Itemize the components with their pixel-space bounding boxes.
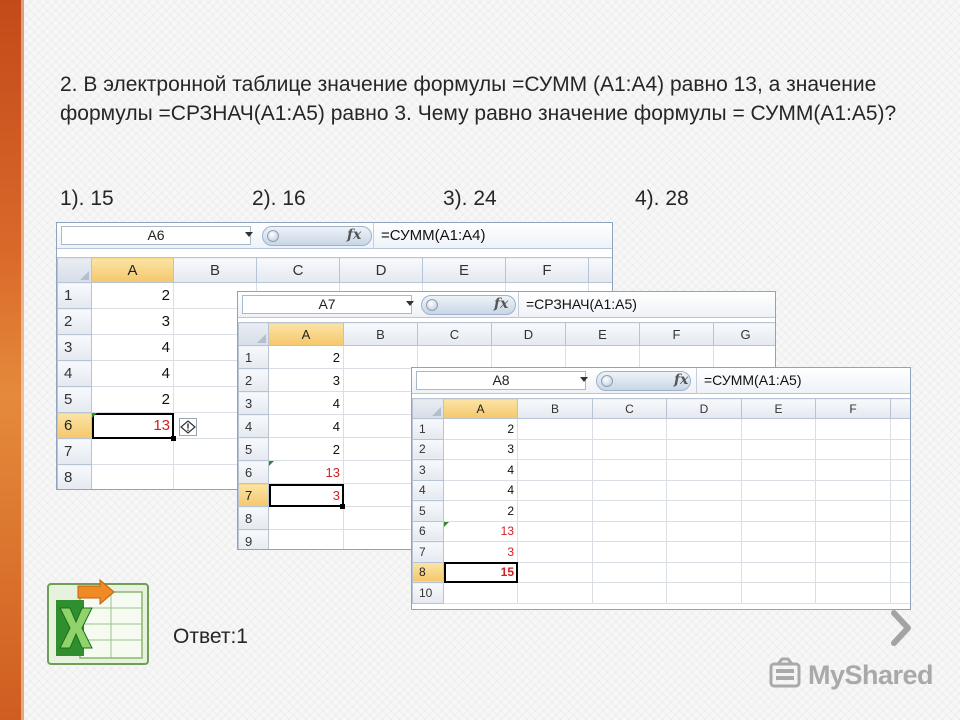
- name-box[interactable]: A6: [61, 226, 251, 245]
- answer-text: Ответ:1: [173, 625, 248, 648]
- name-box[interactable]: A8: [416, 371, 586, 390]
- myshared-logo-icon: [768, 656, 804, 692]
- column-header-d[interactable]: D: [492, 323, 566, 346]
- row-header[interactable]: 4: [239, 415, 269, 438]
- column-header-a[interactable]: A: [269, 323, 344, 346]
- dropdown-arrow-icon[interactable]: [406, 301, 414, 306]
- cell-a1[interactable]: 2: [444, 419, 518, 440]
- row-header[interactable]: 6: [413, 521, 444, 542]
- row-header[interactable]: 3: [413, 460, 444, 481]
- column-header-a[interactable]: A: [92, 258, 174, 283]
- row-header-active[interactable]: 6: [58, 413, 92, 439]
- accent-band: [0, 0, 24, 720]
- row-header[interactable]: 2: [58, 309, 92, 335]
- row-header[interactable]: 7: [413, 542, 444, 563]
- brand-name: MyShared: [808, 660, 934, 690]
- cell-a6-active[interactable]: 13: [92, 413, 174, 439]
- fx-icon[interactable]: fx: [674, 372, 689, 388]
- formula-input[interactable]: =СУММ(А1:А5): [704, 372, 802, 388]
- cell-a7-active[interactable]: 3: [269, 484, 344, 507]
- row-header[interactable]: 1: [413, 419, 444, 440]
- row-header[interactable]: 2: [239, 369, 269, 392]
- column-header-c[interactable]: C: [257, 258, 340, 283]
- column-header-c[interactable]: C: [593, 399, 667, 419]
- cell-a2[interactable]: 3: [269, 369, 344, 392]
- row-header[interactable]: 5: [58, 387, 92, 413]
- row-header[interactable]: 1: [239, 346, 269, 369]
- fill-handle[interactable]: [340, 504, 345, 509]
- answer-options: [60, 187, 930, 217]
- row-header[interactable]: 3: [58, 335, 92, 361]
- fill-handle[interactable]: [171, 436, 176, 441]
- spreadsheet-window-3: [411, 367, 911, 610]
- row-header-active[interactable]: 7: [239, 484, 269, 507]
- error-warning-icon[interactable]: [179, 418, 197, 436]
- row-header[interactable]: 1: [58, 283, 92, 309]
- column-header-f[interactable]: F: [506, 258, 589, 283]
- cell-a1[interactable]: 2: [92, 283, 174, 309]
- column-header-e[interactable]: E: [423, 258, 506, 283]
- dropdown-arrow-icon[interactable]: [580, 377, 588, 382]
- row-header[interactable]: 5: [239, 438, 269, 461]
- column-header-b[interactable]: B: [174, 258, 257, 283]
- cell-a4[interactable]: 4: [92, 361, 174, 387]
- column-header-overflow[interactable]: [589, 258, 614, 283]
- row-header[interactable]: 3: [239, 392, 269, 415]
- name-box[interactable]: A7: [242, 295, 412, 314]
- row-header-active[interactable]: 8: [413, 562, 444, 583]
- column-header-d[interactable]: D: [340, 258, 423, 283]
- next-slide-chevron-icon[interactable]: [890, 610, 916, 646]
- cell-a9[interactable]: [269, 530, 344, 551]
- column-header-d[interactable]: D: [667, 399, 742, 419]
- cell-a2[interactable]: 3: [444, 439, 518, 460]
- row-header[interactable]: 6: [239, 461, 269, 484]
- cell-a6[interactable]: 13: [444, 521, 518, 542]
- column-header-g[interactable]: G: [714, 323, 777, 346]
- cell-a8[interactable]: [269, 507, 344, 530]
- cell-a5[interactable]: 2: [444, 501, 518, 522]
- row-header[interactable]: 8: [58, 465, 92, 491]
- column-header-a[interactable]: A: [444, 399, 518, 419]
- cell-a8-active[interactable]: 15: [444, 562, 518, 583]
- row-header[interactable]: 8: [239, 507, 269, 530]
- row-header[interactable]: 2: [413, 439, 444, 460]
- cell-grid: [412, 398, 911, 604]
- cell-a6[interactable]: 13: [269, 461, 344, 484]
- select-all-corner[interactable]: [239, 323, 269, 346]
- formula-bar: [238, 292, 775, 318]
- formula-input[interactable]: =СРЗНАЧ(А1:А5): [526, 296, 637, 312]
- formula-bar: [412, 368, 910, 394]
- cell-a2[interactable]: 3: [92, 309, 174, 335]
- column-header-b[interactable]: B: [518, 399, 593, 419]
- column-header-b[interactable]: B: [344, 323, 418, 346]
- fx-icon[interactable]: fx: [347, 227, 362, 243]
- column-header-f[interactable]: F: [640, 323, 714, 346]
- select-all-corner[interactable]: [413, 399, 444, 419]
- fx-icon[interactable]: fx: [494, 296, 509, 312]
- column-header-f[interactable]: F: [816, 399, 891, 419]
- cell-a3[interactable]: 4: [444, 460, 518, 481]
- cell-a3[interactable]: 4: [92, 335, 174, 361]
- column-header-overflow[interactable]: [891, 399, 912, 419]
- row-header[interactable]: 7: [58, 439, 92, 465]
- excel-logo-icon: [44, 578, 154, 668]
- cell-a1[interactable]: 2: [269, 346, 344, 369]
- row-header[interactable]: 9: [239, 530, 269, 551]
- select-all-corner[interactable]: [58, 258, 92, 283]
- cell-a9[interactable]: [444, 583, 518, 604]
- option-4: 4). 28: [635, 187, 689, 210]
- cell-a5[interactable]: 2: [269, 438, 344, 461]
- cell-a4[interactable]: 4: [444, 480, 518, 501]
- cell-a8[interactable]: [92, 465, 174, 491]
- cell-a7[interactable]: 3: [444, 542, 518, 563]
- question-text: 2. В электронной таблице значение формулы =СУММ (А1:А4) равно 13, а значение формулы =СРЗНАЧ(А1:А5) равно 3. Чему равно значение формулы = СУММ(А1:А5)?: [60, 73, 897, 125]
- column-header-c[interactable]: C: [418, 323, 492, 346]
- dropdown-arrow-icon[interactable]: [245, 232, 253, 237]
- cell-a7[interactable]: [92, 439, 174, 465]
- formula-input[interactable]: =СУММ(А1:А4): [381, 227, 486, 244]
- cell-a5[interactable]: 2: [92, 387, 174, 413]
- option-1: 1). 15: [60, 187, 114, 210]
- cell-a4[interactable]: 4: [269, 415, 344, 438]
- row-header[interactable]: 5: [413, 501, 444, 522]
- row-header[interactable]: 10: [413, 583, 444, 604]
- formula-bar: [57, 223, 612, 249]
- option-3: 3). 24: [443, 187, 497, 210]
- row-header[interactable]: 4: [58, 361, 92, 387]
- column-header-e[interactable]: E: [742, 399, 816, 419]
- column-header-e[interactable]: E: [566, 323, 640, 346]
- row-header[interactable]: 4: [413, 480, 444, 501]
- cell-a3[interactable]: 4: [269, 392, 344, 415]
- option-2: 2). 16: [252, 187, 306, 210]
